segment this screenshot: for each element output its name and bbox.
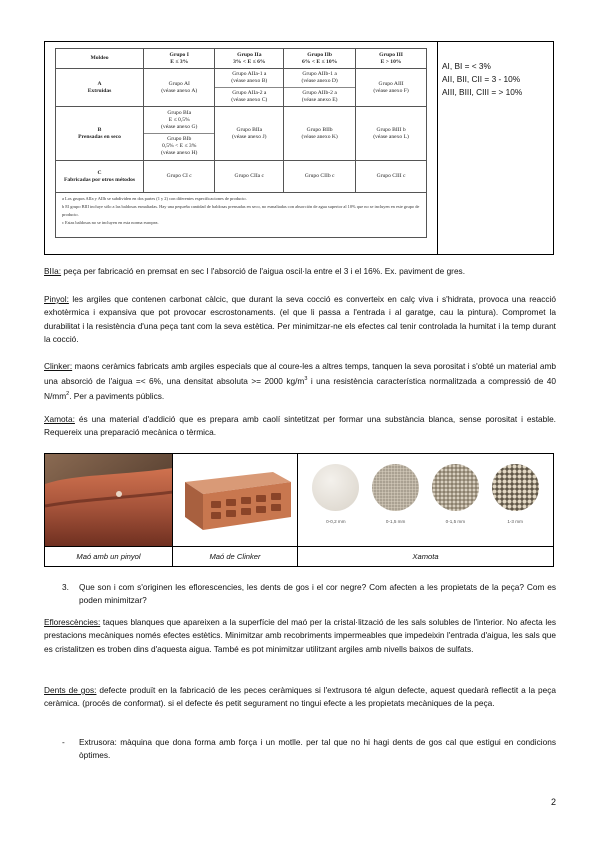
text-pinyol: les argiles que contenen carbonat càlcic, que durant la seva cocció es converteix en calç viva i s'hidrata, provoca una reacció exhotèrmica i expansiva que pot provocar escrostonaments. (el que li passa a l'entrada i al garatge, cau la pintura). Compromet la durabilitat i la resistència d'una peça tant com la seva estètica. Per minimitzar-ne els efectes cal tenir controlada la humitat i la temp durant la cocció. xyxy=(44,294,556,344)
text-xamota: és una material d'addició que es prepara amb caolí sintetitzat per formar una substància blanca, sense porositat i estable. Requereix una preparació mecànica o tèrmica. xyxy=(44,414,556,438)
row-a-iib-1: Grupo AIIb-1 a (véase anexo D) xyxy=(284,69,355,88)
row-a-grupo-iib xyxy=(284,69,356,107)
pinyol-photo xyxy=(45,454,173,546)
row-c-grupo-iii: Grupo CIII c xyxy=(356,161,427,193)
legend-line-3: AIII, BIII, CIII = > 10% xyxy=(442,87,523,97)
row-c-grupo-i: Grupo CI c xyxy=(144,161,215,193)
footnote-a: a Los grupos AIIa y AIIb se subdividen en dos partes (1 y 2) con diferentes especificaciones de producto. xyxy=(62,196,247,201)
question-3 xyxy=(62,581,556,608)
row-a-grupo-i: Grupo AI (véase anexo A) xyxy=(144,69,215,107)
row-b-label: B Prensadas en seco xyxy=(56,107,144,161)
header-moldeo: Moldeo xyxy=(56,49,144,69)
row-a-grupo-iia xyxy=(215,69,284,107)
text-dents-de-gos: defecte produït en la fabricació de les peces ceràmiques si l'extrusora té algun defecte, aquest quedarà reflectit a la peça ceràmica. (procés de conformat). si el defecte és petit segurament no tingui efecte a les propietats mecàniques de la peça. xyxy=(44,685,556,709)
bullet-extrusora xyxy=(62,736,556,763)
term-eflorescencies: Eflorescències: xyxy=(44,617,101,627)
row-a-iia-1: Grupo AIIa-1 a (véase anexo B) xyxy=(215,69,283,88)
clinker-photo xyxy=(173,454,298,546)
ceramic-classification-table xyxy=(55,48,427,193)
question-text: Que son i com s'originen les eflorescencies, les dents de gos i el cor negre? Com afecten a les propietats de la peça? Com es poden minimitzar? xyxy=(79,582,556,606)
footnote-c: c Estas baldosas no se incluyen en esta norma europea. xyxy=(62,220,159,225)
coarse-grain-sample xyxy=(492,464,539,511)
absorption-legend xyxy=(438,42,553,254)
paragraph-dents-de-gos xyxy=(44,684,556,711)
brick-illustration xyxy=(173,454,298,546)
row-a-iib-2: Grupo AIIb-2 a (véase anexo E) xyxy=(301,90,338,103)
medium-grain-sample xyxy=(432,464,479,511)
bullet-text: Extrusora: màquina que dona forma amb força i un motlle. per tal que no hi hagi dents de gos cal que estigui en condicions òptimes. xyxy=(79,737,556,761)
caption-clinker: Maó de Clinker xyxy=(173,547,298,567)
header-grupo-iib: Grupo IIb 6% < E ≤ 10% xyxy=(284,49,356,69)
sup-square: 2 xyxy=(66,391,70,398)
row-a-label: A Extruidas xyxy=(56,69,144,107)
pinyol-spot xyxy=(116,491,122,497)
question-number: 3. xyxy=(62,582,69,592)
legend-line-2: AII, BII, CII = 3 - 10% xyxy=(442,74,521,84)
term-xamota: Xamota: xyxy=(44,414,75,424)
row-b-grupo-iia: Grupo BIIa (véase anexo J) xyxy=(215,107,284,161)
row-b-grupo-iii: Grupo BIII b (véase anexo L) xyxy=(356,107,427,161)
sample-label-3: 0-1,5 mm xyxy=(445,519,466,524)
term-biia: BIIa: xyxy=(44,266,62,276)
term-pinyol: Pinyol: xyxy=(44,294,69,304)
bullet-marker: - xyxy=(62,737,65,747)
text-biia: peça per fabricació en premsat en sec I l'absorció de l'aigua oscil·la entre el 3 i el 16%. Ex. paviment de gres. xyxy=(61,266,466,276)
page-number: 2 xyxy=(550,797,556,807)
sample-label-4: 1-3 mm xyxy=(507,519,523,524)
xamota-samples xyxy=(298,464,553,524)
text-clinker-1: maons ceràmics fabricats amb argiles especials que al coure-les a altres temps, tanquen la seva porositat i s'obté un material amb una absorció de l'aigua =< 6%, una densitat absoluta >= 2000 kg/m xyxy=(44,361,556,387)
sup-cubic: 3 xyxy=(304,376,308,383)
caption-row xyxy=(45,547,553,567)
table-footnotes xyxy=(55,192,427,238)
header-grupo-iia: Grupo IIa 3% < E ≤ 6% xyxy=(215,49,284,69)
classification-figure xyxy=(44,41,554,255)
xamota-sample-2 xyxy=(372,464,419,524)
text-clinker-3: . Per a paviments públics. xyxy=(69,391,165,402)
row-a-grupo-iii: Grupo AIII (véase anexo F) xyxy=(356,69,427,107)
row-b-ia: Grupo BIa E ≤ 0,5% (véase anexo G) xyxy=(144,108,214,134)
powder-sample xyxy=(312,464,359,511)
xamota-sample-3 xyxy=(432,464,479,524)
caption-xamota: Xamota xyxy=(412,552,439,561)
footnote-b: b El grupo BIII incluye sólo a las baldosas esmaltadas. Hay una pequeña cantidad de baldosas prensadas en seco, no esmaltadas con absorción de agua superior al 10% que no se incluyen en este grupo de producto. xyxy=(62,204,420,217)
term-clinker: Clinker: xyxy=(44,361,73,371)
row-c-label: C Fabricadas por otros métodos xyxy=(56,161,144,193)
classification-table-cell xyxy=(45,42,438,254)
image-row xyxy=(45,454,553,547)
sample-label-1: 0-0,2 mm xyxy=(326,519,346,524)
xamota-sample-4 xyxy=(492,464,539,524)
roof-tile-illustration xyxy=(45,454,173,546)
text-clinker-2: i una resistència característica normalitzada a compressió de 40 N/mm xyxy=(44,376,556,402)
legend-line-1: AI, BI = < 3% xyxy=(442,61,491,71)
xamota-sample-1 xyxy=(312,464,359,524)
materials-image-table xyxy=(44,453,554,567)
xamota-photo xyxy=(298,454,553,546)
paragraph-pinyol xyxy=(44,293,556,346)
paragraph-xamota xyxy=(44,413,556,440)
header-grupo-iii: Grupo III E > 10% xyxy=(356,49,427,69)
text-eflorescencies: taques blanques que apareixen a la superfície del maó per la cristal·lització de les sals solubles de l'interior. No afecta les prestacions mecàniques només efectes estètics. Minimitzar amb recobriments impermeables que impedeixin l'entrada d'aigua, les sals que es cristalitzen es troben dins d'aquesta aigua. També es pot minimitzar utilitzant argiles amb nivells baixos de sulfats. xyxy=(44,617,556,654)
row-a-iia-2: Grupo AIIa-2 a (véase anexo C) xyxy=(231,90,268,103)
caption-pinyol: Maó amb un pinyol xyxy=(45,547,173,567)
row-c-grupo-iia: Grupo CIIa c xyxy=(215,161,284,193)
term-dents-de-gos: Dents de gos: xyxy=(44,685,97,695)
paragraph-eflorescencies xyxy=(44,616,556,656)
row-c-grupo-iib: Grupo CIIb c xyxy=(284,161,356,193)
row-b-grupo-iib: Grupo BIIb (véase anexo K) xyxy=(284,107,356,161)
paragraph-clinker xyxy=(44,360,556,403)
fine-grain-sample xyxy=(372,464,419,511)
paragraph-biia xyxy=(44,265,556,278)
row-b-grupo-i xyxy=(144,107,215,161)
sample-label-2: 0-1,5 mm xyxy=(385,519,406,524)
row-b-ib: Grupo BIb 0,5% < E ≤ 3% (véase anexo H) xyxy=(161,136,198,156)
header-grupo-i: Grupo I E ≤ 3% xyxy=(144,49,215,69)
